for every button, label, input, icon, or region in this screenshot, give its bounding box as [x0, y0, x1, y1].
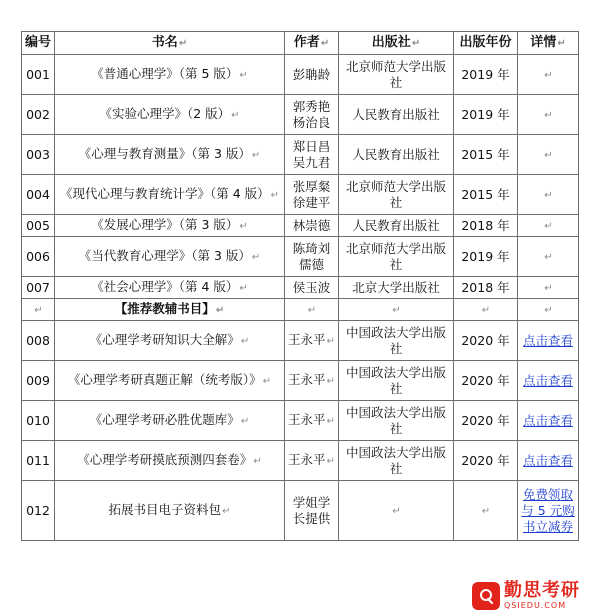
cell-author: 陈琦刘儒德 — [285, 237, 339, 277]
cell-author: 郑日昌吴九君 — [285, 135, 339, 175]
cell-id: 010 — [22, 401, 55, 441]
cell-year: 2020 年 — [454, 321, 518, 361]
table-row — [22, 175, 579, 215]
cell-publisher: 北京师范大学出版社 — [339, 175, 454, 215]
cell-year: ↵ — [454, 299, 518, 321]
table-row — [22, 441, 579, 481]
header-author: 作者↵ — [285, 32, 339, 55]
cell-detail: ↵ — [518, 277, 579, 299]
cell-author: 郭秀艳杨治良 — [285, 95, 339, 135]
cell-year: 2020 年 — [454, 361, 518, 401]
cell-publisher: 北京大学出版社 — [339, 277, 454, 299]
cell-year: ↵ — [454, 481, 518, 541]
view-details-link[interactable]: 点击查看 — [522, 452, 573, 468]
cell-detail: ↵ — [518, 299, 579, 321]
cell-author: 彭聃龄 — [285, 55, 339, 95]
brand-title: 勤思考研 — [504, 579, 580, 601]
view-details-link[interactable]: 点击查看 — [522, 372, 573, 388]
header-id: 编号 — [22, 32, 55, 55]
cell-detail: ↵ — [518, 135, 579, 175]
table-row — [22, 95, 579, 135]
cell-title: 《心理与教育测量》（第 3 版）↵ — [55, 135, 285, 175]
cell-year: 2019 年 — [454, 95, 518, 135]
cell-id: 003 — [22, 135, 55, 175]
header-publisher: 出版社↵ — [339, 32, 454, 55]
cell-publisher: 人民教育出版社 — [339, 135, 454, 175]
table-row — [22, 361, 579, 401]
brand-logo-icon — [472, 582, 500, 610]
cell-id: 004 — [22, 175, 55, 215]
cell-detail — [518, 481, 579, 541]
cell-title: 《发展心理学》（第 3 版）↵ — [55, 215, 285, 237]
header-detail: 详情↵ — [518, 32, 579, 55]
cell-author: 王永平↵ — [285, 361, 339, 401]
cell-author: 学姐学长提供 — [285, 481, 339, 541]
cell-id: 008 — [22, 321, 55, 361]
cell-title: 《心理学考研知识大全解》↵ — [55, 321, 285, 361]
cell-title: 《心理学考研真题正解（统考版）》↵ — [55, 361, 285, 401]
cell-id: 002 — [22, 95, 55, 135]
cell-year: 2015 年 — [454, 175, 518, 215]
cell-publisher: 人民教育出版社 — [339, 215, 454, 237]
cell-id: 005 — [22, 215, 55, 237]
cell-id: 001 — [22, 55, 55, 95]
cell-year: 2015 年 — [454, 135, 518, 175]
cell-year: 2020 年 — [454, 401, 518, 441]
coupon-link[interactable]: 免费领取与 5 元购书立减券 — [521, 486, 575, 534]
section-row — [22, 299, 579, 321]
cell-id: 011 — [22, 441, 55, 481]
header-title: 书名↵ — [55, 32, 285, 55]
header-year: 出版年份 — [454, 32, 518, 55]
cell-title: 拓展书目电子资料包↵ — [55, 481, 285, 541]
cell-author: 侯玉波 — [285, 277, 339, 299]
cell-publisher: ↵ — [339, 299, 454, 321]
cell-publisher: 北京师范大学出版社 — [339, 237, 454, 277]
brand-subtitle: QSIEDU.COM — [504, 600, 567, 610]
cell-publisher: 中国政法大学出版社 — [339, 361, 454, 401]
cell-title: 《当代教育心理学》（第 3 版）↵ — [55, 237, 285, 277]
cell-detail: ↵ — [518, 175, 579, 215]
cell-id: 009 — [22, 361, 55, 401]
cell-detail: ↵ — [518, 55, 579, 95]
cell-year: 2019 年 — [454, 55, 518, 95]
cell-author: 林崇德 — [285, 215, 339, 237]
cell-publisher: 北京师范大学出版社 — [339, 55, 454, 95]
cell-author: 王永平↵ — [285, 321, 339, 361]
table-row — [22, 237, 579, 277]
cell-detail: ↵ — [518, 95, 579, 135]
book-list-table — [21, 31, 579, 541]
cell-detail — [518, 441, 579, 481]
cell-id: 007 — [22, 277, 55, 299]
cell-author: 王永平↵ — [285, 401, 339, 441]
cell-year: 2020 年 — [454, 441, 518, 481]
cell-id: 012 — [22, 481, 55, 541]
cell-author: 张厚粲徐建平 — [285, 175, 339, 215]
cell-title: 《实验心理学》（2 版）↵ — [55, 95, 285, 135]
cell-title: 《社会心理学》（第 4 版）↵ — [55, 277, 285, 299]
cell-detail — [518, 361, 579, 401]
cell-author: ↵ — [285, 299, 339, 321]
cell-publisher: 人民教育出版社 — [339, 95, 454, 135]
cell-detail: ↵ — [518, 237, 579, 277]
cell-year: 2018 年 — [454, 277, 518, 299]
cell-title: 《心理学考研摸底预测四套卷》↵ — [55, 441, 285, 481]
table-row — [22, 277, 579, 299]
table-header-row — [22, 32, 579, 55]
cell-id: 006 — [22, 237, 55, 277]
cell-title: 《现代心理与教育统计学》（第 4 版）↵ — [55, 175, 285, 215]
table-row — [22, 481, 579, 541]
cell-detail — [518, 321, 579, 361]
cell-publisher: ↵ — [339, 481, 454, 541]
cell-year: 2018 年 — [454, 215, 518, 237]
cell-detail — [518, 401, 579, 441]
view-details-link[interactable]: 点击查看 — [522, 412, 573, 428]
cell-title: 《普通心理学》（第 5 版）↵ — [55, 55, 285, 95]
table-row — [22, 55, 579, 95]
section-label: 【推荐教辅书目】↵ — [55, 299, 285, 321]
cell-id: ↵ — [22, 299, 55, 321]
cell-title: 《心理学考研必胜优题库》↵ — [55, 401, 285, 441]
cell-year: 2019 年 — [454, 237, 518, 277]
brand-watermark — [472, 578, 600, 613]
cell-publisher: 中国政法大学出版社 — [339, 321, 454, 361]
view-details-link[interactable]: 点击查看 — [522, 332, 573, 348]
cell-author: 王永平↵ — [285, 441, 339, 481]
table-row — [22, 135, 579, 175]
cell-detail: ↵ — [518, 215, 579, 237]
table-row — [22, 401, 579, 441]
table-row — [22, 321, 579, 361]
cell-publisher: 中国政法大学出版社 — [339, 441, 454, 481]
cell-publisher: 中国政法大学出版社 — [339, 401, 454, 441]
table-row — [22, 215, 579, 237]
